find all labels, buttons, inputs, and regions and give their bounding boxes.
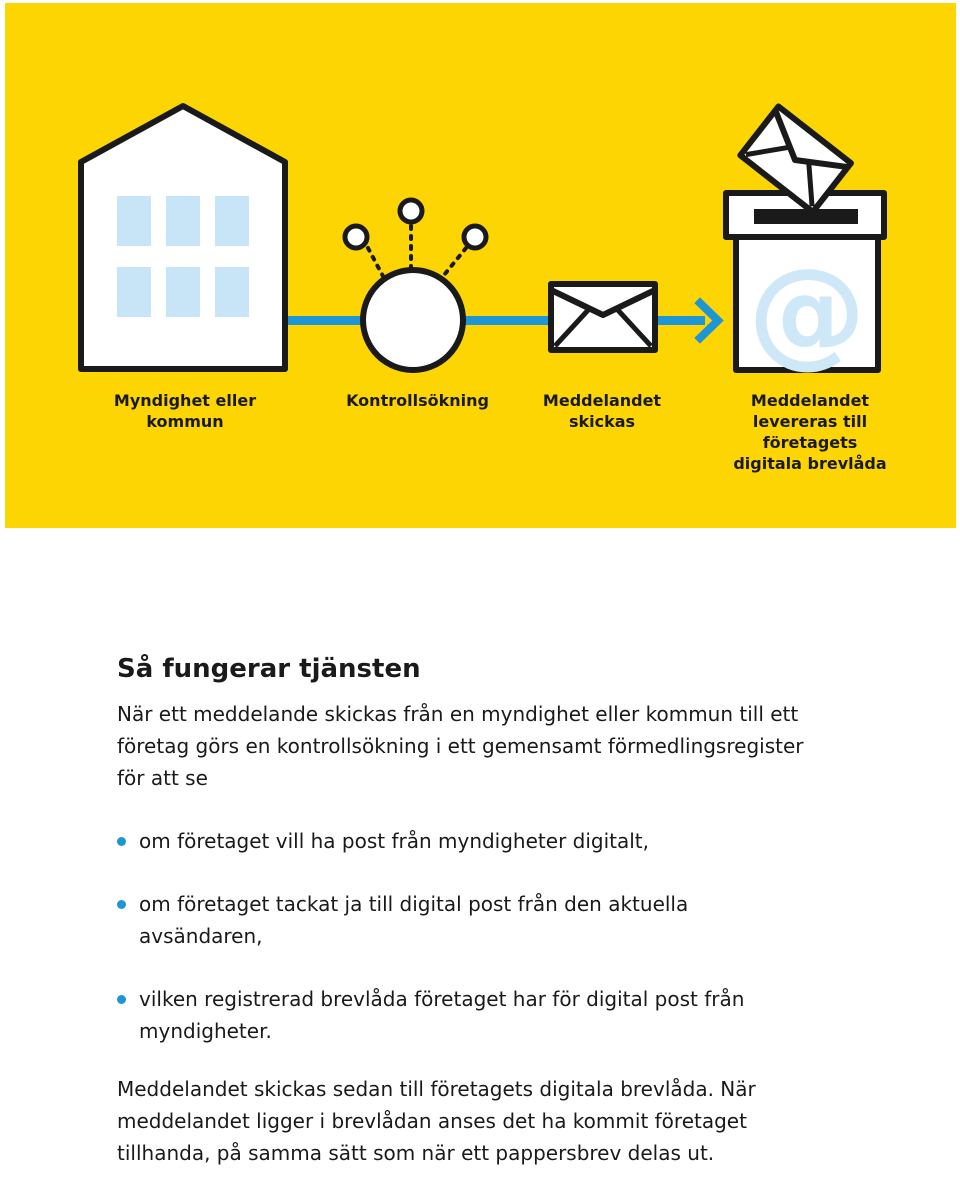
svg-text:@: @	[748, 242, 866, 380]
search-node-icon	[345, 200, 486, 370]
list-item	[117, 888, 817, 952]
bullet-list	[117, 825, 817, 1047]
step-label-authority: Myndighet eller kommun	[113, 391, 257, 431]
page-title: Så fungerar tjänsten	[117, 654, 421, 684]
list-item-text: om företaget tackat ja till digital post från den aktuella avsändaren,	[139, 892, 689, 948]
list-item-text: om företaget vill ha post från myndigheter digitalt,	[139, 829, 649, 853]
bullet-icon	[117, 900, 126, 909]
bullet-icon	[117, 837, 126, 846]
article	[117, 652, 817, 1169]
step-label-delivered: Meddelandet levereras till företagets digitala brevlåda	[733, 391, 887, 473]
intro-paragraph: När ett meddelande skickas från en myndighet eller kommun till ett företag görs en kontrollsökning i ett gemensamt förmedlingsregister för att se	[117, 702, 804, 790]
step-label-lookup: Kontrollsökning	[346, 391, 489, 410]
list-item-text: vilken registrerad brevlåda företaget har för digital post från myndigheter.	[139, 987, 745, 1043]
step-label-sent: Meddelandet skickas	[542, 391, 662, 431]
building-icon	[81, 106, 285, 369]
mailbox-icon	[726, 106, 884, 380]
closing-paragraph: Meddelandet skickas sedan till företagets digitala brevlåda. När meddelandet ligger i brevlådan anses det ha kommit företaget tillhanda, på samma sätt som när ett pappersbrev delas ut.	[117, 1077, 756, 1165]
envelope-icon	[551, 284, 655, 350]
list-item	[117, 983, 817, 1047]
list-item	[117, 825, 817, 857]
bullet-icon	[117, 995, 126, 1004]
